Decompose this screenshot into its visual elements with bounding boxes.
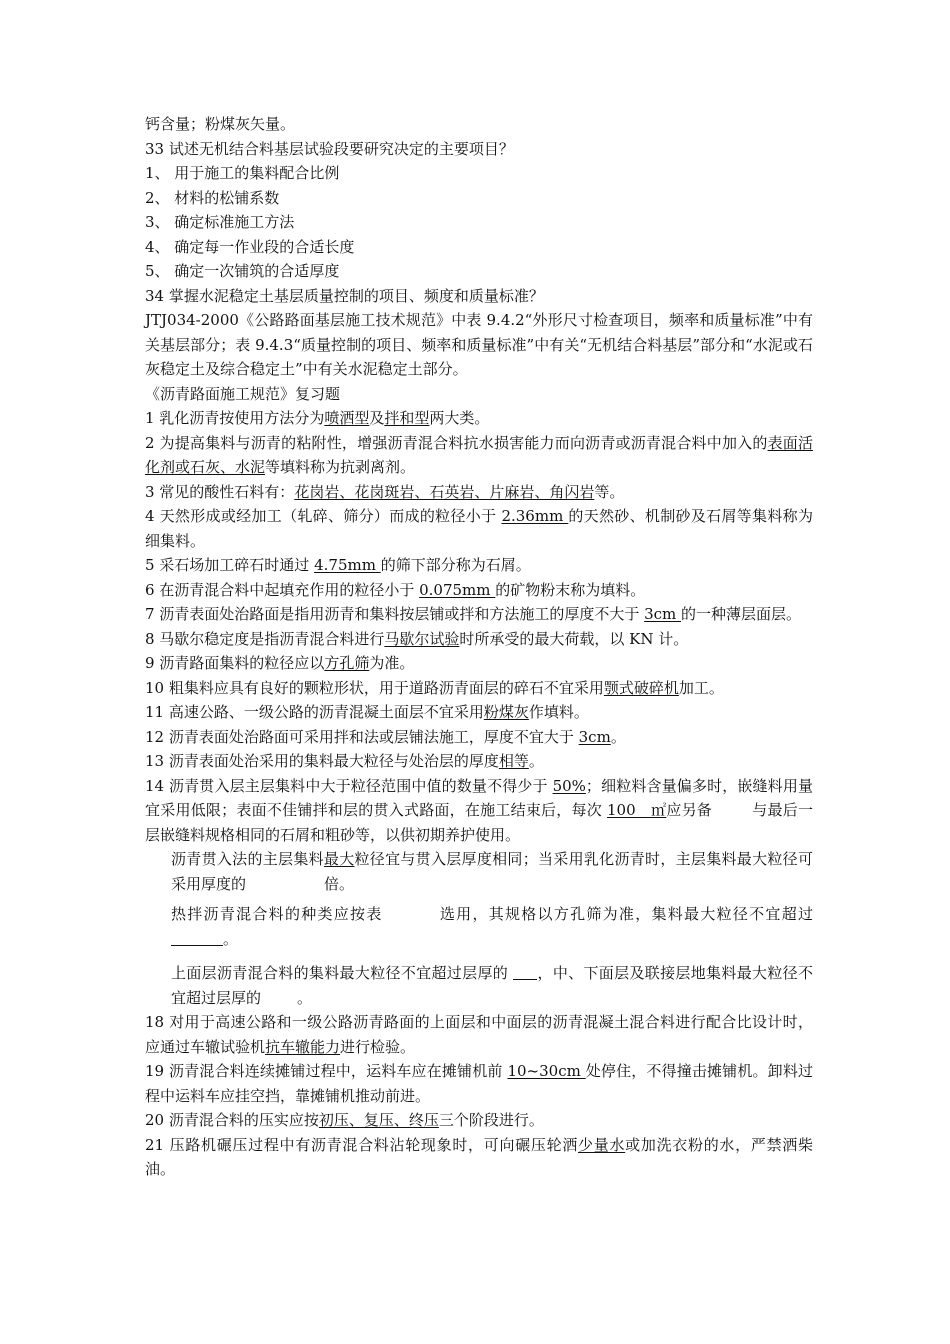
answer-blank: 粉煤灰: [483, 703, 529, 721]
answer-blank: 抗车辙能力: [265, 1037, 341, 1056]
question-3: 3 常见的酸性石料有：花岗岩、花岗斑岩、石英岩、片麻岩、角闪岩等。: [145, 482, 625, 501]
list-item: 2、 材料的松铺系数: [145, 188, 280, 207]
empty-blank: [513, 964, 537, 980]
list-item: 5、 确定一次铺筑的合适厚度: [145, 262, 340, 280]
answer-blank: 10~30cm: [507, 1062, 586, 1080]
question-18: 18 对用于高速公路和一级公路沥青路面的上面层和中面层的沥青混凝土混合料进行配合比设计时，应通过车辙试验机抗车辙能力进行检验。: [145, 1013, 813, 1056]
answer-blank: 100 ㎡: [607, 801, 667, 819]
answer-blank: 马歇尔试验: [384, 629, 460, 648]
document-page: [145, 112, 813, 1182]
question-8: 8 马歇尔稳定度是指沥青混合料进行马歇尔试验时所承受的最大荷载，以 KN 计。: [145, 629, 689, 648]
list-item: 3、 确定标准施工方法: [145, 213, 295, 231]
question-13: 13 沥青表面处治采用的集料最大粒径与处治层的厚度相等。: [145, 752, 544, 770]
answer-blank: 50%: [552, 776, 586, 795]
answer-blank: 4.75mm: [314, 556, 381, 574]
answer-blank: 拌和型: [384, 409, 430, 427]
question-33: 33 试述无机结合料基层试验段要研究决定的主要项目？: [145, 139, 514, 158]
text-line: 钙含量；粉煤灰矢量。: [145, 115, 296, 133]
list-item: 4、 确定每一作业段的合适长度: [145, 237, 355, 256]
question-1: 1 乳化沥青按使用方法分为喷洒型及拌和型两大类。: [145, 409, 490, 427]
list-item: 1、 用于施工的集料配合比例: [145, 164, 340, 182]
answer-blank: 花岗岩、花岗斑岩、石英岩、片麻岩、角闪岩: [294, 482, 595, 501]
question-21: 21 压路机碾压过程中有沥青混合料沾轮现象时，可向碾压轮洒少量水或加洗衣粉的水，严禁洒柴油。: [145, 1135, 813, 1178]
empty-blank: [171, 930, 223, 946]
answer-blank: 2.36mm: [501, 507, 569, 525]
question-6: 6 在沥青混合料中起填充作用的粒径小于 0.075mm 的矿物粉末称为填料。: [145, 580, 646, 599]
question-17: 上面层沥青混合料的集料最大粒径不宜超过层厚的 ，中、下面层及联接层地集料最大粒径不宜超过层厚的 。: [171, 964, 813, 1007]
question-10: 10 粗集料应具有良好的颗粒形状，用于道路沥青面层的碎石不宜采用颚式破碎机加工。: [145, 678, 724, 697]
answer-blank: 0.075mm: [419, 580, 496, 599]
question-2: 2 为提高集料与沥青的粘附性，增强沥青混合料抗水损害能力而向沥青或沥青混合料中加入的表面活化剂或石灰、水泥等填料称为抗剥离剂。: [145, 433, 813, 476]
question-15: 沥青贯入法的主层集料最大粒径宜与贯入层厚度相同；当采用乳化沥青时，主层集料最大粒径可采用厚度的 倍。: [171, 850, 813, 893]
section-title: 《沥青路面施工规范》复习题: [145, 384, 341, 403]
answer-blank: 相等: [498, 752, 529, 770]
answer-blank: 少量水: [578, 1135, 626, 1154]
question-9: 9 沥青路面集料的粒径应以方孔筛为准。: [145, 654, 415, 672]
question-4: 4 天然形成或经加工（轧碎、筛分）而成的粒径小于 2.36mm 的天然砂、机制砂及石屑等集料称为细集料。: [145, 507, 813, 550]
question-16: 热拌沥青混合料的种类应按表 选用，其规格以方孔筛为准，集料最大粒径不宜超过 。: [171, 905, 813, 948]
answer-blank: 初压、复压、终压: [318, 1111, 439, 1129]
answer-blank: 3cm: [578, 727, 611, 746]
question-5: 5 采石场加工碎石时通过 4.75mm 的筛下部分称为石屑。: [145, 556, 531, 574]
question-34: 34 掌握水泥稳定土基层质量控制的项目、频度和质量标准？: [145, 286, 544, 305]
question-7: 7 沥青表面处治路面是指用沥青和集料按层铺或拌和方法施工的厚度不大于 3cm 的一种薄层面层。: [145, 605, 802, 623]
question-20: 20 沥青混合料的压实应按初压、复压、终压三个阶段进行。: [145, 1111, 544, 1129]
answer-blank: 方孔筛: [324, 654, 370, 672]
answer-blank: 3cm: [644, 605, 682, 623]
question-19: 19 沥青混合料连续摊铺过程中，运料车应在摊铺机前 10~30cm 处停住，不得撞击摊铺机。卸料过程中运料车应挂空挡，靠摊铺机推动前进。: [145, 1062, 813, 1105]
question-12: 12 沥青表面处治路面可采用拌和法或层铺法施工，厚度不宜大于 3cm。: [145, 727, 626, 746]
answer-blank: 最大: [323, 850, 355, 868]
answer-blank: 表面活化剂或石灰、水泥: [145, 433, 813, 476]
question-14: 14 沥青贯入层主层集料中大于粒径范围中值的数量不得少于 50%；细粒料含量偏多时，嵌缝料用量宜采用低限；表面不佳铺拌和层的贯入式路面，在施工结束后，每次 100 ㎡应另备 与最后一层嵌缝料规格相同的石屑和粗砂等，以供初期养护使用。: [145, 776, 813, 844]
question-11: 11 高速公路、一级公路的沥青混凝土面层不宜采用粉煤灰作填料。: [145, 703, 589, 721]
answer-34: JTJ034-2000《公路路面基层施工技术规范》中表 9.4.2“外形尺寸检查项目，频率和质量标准”中有关基层部分；表 9.4.3“质量控制的项目、频率和质量标准”中有关“无机结合料基层”部分和“水泥或石灰稳定土及综合稳定土”中有关水泥稳定土部分。: [145, 311, 813, 378]
answer-blank: 喷洒型: [324, 409, 370, 427]
answer-blank: 颚式破碎机: [603, 678, 679, 697]
